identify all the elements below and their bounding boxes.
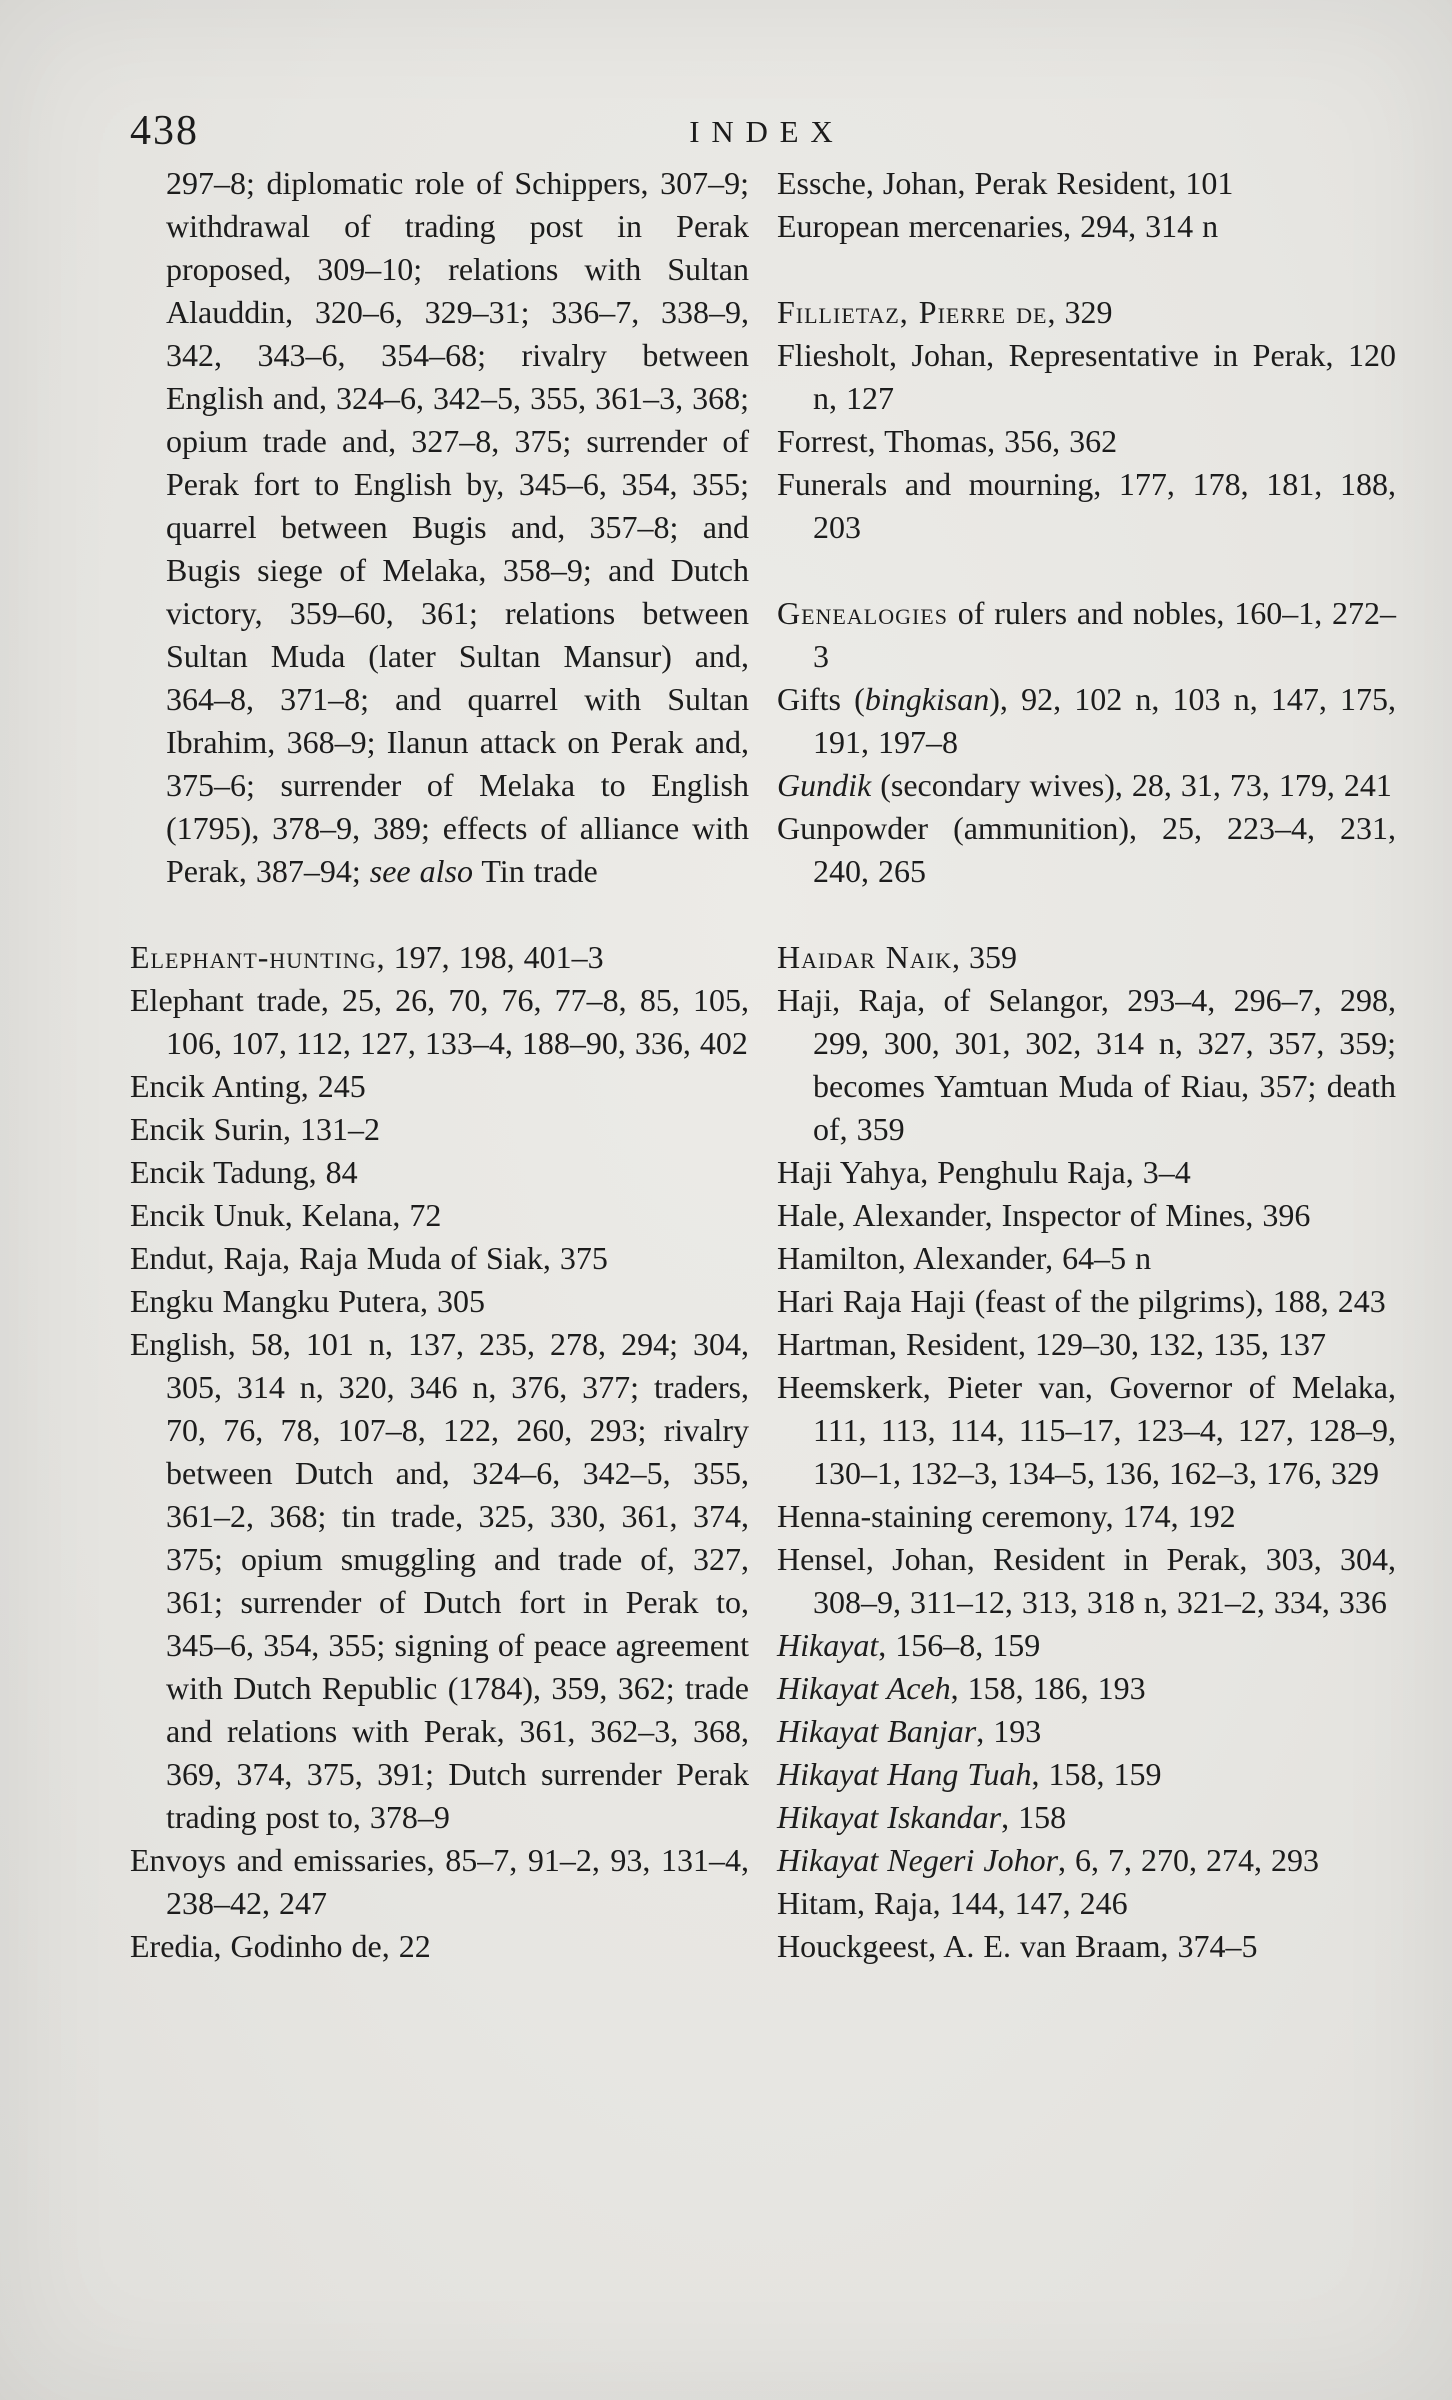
index-entry bbox=[777, 334, 1396, 420]
entry-text: Hari Raja Haji (feast of the pilgrims), 188, 243 bbox=[777, 1283, 1386, 1319]
entry-text: Hale, Alexander, Inspector of Mines, 396 bbox=[777, 1197, 1311, 1233]
entry-text: Houckgeest, A. E. van Braam, 374–5 bbox=[777, 1928, 1258, 1964]
entry-text: , 158, 186, 193 bbox=[950, 1670, 1146, 1706]
entry-text: see also bbox=[369, 853, 473, 889]
entry-text: ), 92, 102 n, 103 n, 147, 175, 191, 197–8 bbox=[813, 681, 1396, 760]
index-entry bbox=[130, 936, 749, 979]
index-entry bbox=[777, 1280, 1396, 1323]
index-entry bbox=[130, 162, 749, 893]
entry-text: Hitam, Raja, 144, 147, 246 bbox=[777, 1885, 1128, 1921]
index-columns bbox=[130, 162, 1396, 1968]
entry-text: Forrest, Thomas, 356, 362 bbox=[777, 423, 1118, 459]
running-head-title: INDEX bbox=[689, 114, 845, 149]
entry-text: 297–8; diplomatic role of Schippers, 307–9; withdrawal of trading post in Perak proposed, 309–10; relations with Sultan Alauddin, 320–6, 329–31; 336–7, 338–9, 342, 343–6, 354–68; rivalry between English and, 324–6, 342–5, 355, 361–3, 368; opium trade and, 327–8, 375; surrender of Perak fort to English by, 345–6, 354, 355; quarrel between Bugis and, 357–8; and Bugis siege of Melaka, 358–9; and Dutch victory, 359–60, 361; relations between Sultan Muda (later Sultan Mansur) and, 364–8, 371–8; and quarrel with Sultan Ibrahim, 368–9; Ilanun attack on Perak and, 375–6; surrender of Melaka to English (1795), 378–9, 389; effects of alliance with Perak, 387–94; bbox=[166, 165, 749, 889]
index-entry bbox=[777, 1151, 1396, 1194]
index-entry bbox=[777, 1495, 1396, 1538]
index-entry bbox=[777, 936, 1396, 979]
entry-text: , 193 bbox=[976, 1713, 1042, 1749]
entry-text: Hikayat Iskandar bbox=[777, 1799, 1002, 1835]
entry-text: , 156–8, 159 bbox=[878, 1627, 1041, 1663]
index-entry bbox=[130, 1065, 749, 1108]
entry-text: European mercenaries, 294, 314 n bbox=[777, 208, 1219, 244]
entry-text: Endut, Raja, Raja Muda of Siak, 375 bbox=[130, 1240, 608, 1276]
entry-headword: Elephant-hunting bbox=[130, 939, 377, 975]
index-entry bbox=[777, 1366, 1396, 1495]
index-entry bbox=[130, 1151, 749, 1194]
index-entry bbox=[130, 1925, 749, 1968]
entry-text: Elephant trade, 25, 26, 70, 76, 77–8, 85, 105, 106, 107, 112, 127, 133–4, 188–90, 336, 402 bbox=[130, 982, 749, 1061]
entry-text: Heemskerk, Pieter van, Governor of Melaka, 111, 113, 114, 115–17, 123–4, 127, 128–9, 130–1, 132–3, 134–5, 136, 162–3, 176, 329 bbox=[777, 1369, 1396, 1491]
index-entry bbox=[130, 979, 749, 1065]
entry-text: Gundik bbox=[777, 767, 872, 803]
index-entry bbox=[777, 1624, 1396, 1667]
entry-text: of rulers and nobles, 160–1, 272–3 bbox=[813, 595, 1396, 674]
entry-text: Hikayat Hang Tuah bbox=[777, 1756, 1032, 1792]
entry-text: Henna-staining ceremony, 174, 192 bbox=[777, 1498, 1236, 1534]
entry-text: Haji Yahya, Penghulu Raja, 3–4 bbox=[777, 1154, 1191, 1190]
index-entry bbox=[777, 764, 1396, 807]
index-entry bbox=[777, 678, 1396, 764]
entry-text: Encik Tadung, 84 bbox=[130, 1154, 358, 1190]
entry-text: Encik Surin, 131–2 bbox=[130, 1111, 380, 1147]
entry-text: , 329 bbox=[1047, 294, 1113, 330]
index-entry bbox=[777, 463, 1396, 549]
right-column bbox=[777, 162, 1396, 1968]
entry-text: Encik Anting, 245 bbox=[130, 1068, 366, 1104]
entry-text: Hikayat Aceh bbox=[777, 1670, 951, 1706]
entry-text: Haji, Raja, of Selangor, 293–4, 296–7, 298, 299, 300, 301, 302, 314 n, 327, 357, 359; becomes Yamtuan Muda of Riau, 357; death of, 359 bbox=[777, 982, 1396, 1147]
entry-headword: Haidar Naik bbox=[777, 939, 952, 975]
entry-text: Tin trade bbox=[472, 853, 598, 889]
entry-text: Hensel, Johan, Resident in Perak, 303, 304, 308–9, 311–12, 313, 318 n, 321–2, 334, 336 bbox=[777, 1541, 1396, 1620]
entry-text: Hartman, Resident, 129–30, 132, 135, 137 bbox=[777, 1326, 1326, 1362]
entry-text: Envoys and emissaries, 85–7, 91–2, 93, 131–4, 238–42, 247 bbox=[130, 1842, 749, 1921]
entry-text: (secondary wives), 28, 31, 73, 179, 241 bbox=[871, 767, 1392, 803]
index-entry bbox=[777, 1925, 1396, 1968]
index-entry bbox=[777, 1839, 1396, 1882]
entry-text: Hikayat Negeri Johor bbox=[777, 1842, 1059, 1878]
entry-text: Engku Mangku Putera, 305 bbox=[130, 1283, 485, 1319]
entry-text: , 359 bbox=[951, 939, 1017, 975]
index-entry bbox=[777, 592, 1396, 678]
index-entry bbox=[777, 1237, 1396, 1280]
index-entry bbox=[777, 1796, 1396, 1839]
index-entry bbox=[777, 205, 1396, 248]
entry-text: Funerals and mourning, 177, 178, 181, 188, 203 bbox=[777, 466, 1396, 545]
entry-text: , 6, 7, 270, 274, 293 bbox=[1058, 1842, 1320, 1878]
entry-headword: Genealogies bbox=[777, 595, 948, 631]
entry-text: Hamilton, Alexander, 64–5 n bbox=[777, 1240, 1152, 1276]
entry-headword: Fillietaz, Pierre de bbox=[777, 294, 1048, 330]
index-entry bbox=[130, 1108, 749, 1151]
index-entry bbox=[130, 1280, 749, 1323]
index-entry bbox=[130, 1194, 749, 1237]
index-entry bbox=[777, 979, 1396, 1151]
entry-text: Hikayat bbox=[777, 1627, 879, 1663]
index-entry bbox=[777, 1753, 1396, 1796]
page-number: 438 bbox=[130, 108, 199, 154]
index-entry bbox=[777, 291, 1396, 334]
entry-text: Hikayat Banjar bbox=[777, 1713, 977, 1749]
entry-text: , 158, 159 bbox=[1031, 1756, 1162, 1792]
index-entry bbox=[777, 1882, 1396, 1925]
index-entry bbox=[777, 1710, 1396, 1753]
index-entry bbox=[777, 807, 1396, 893]
index-entry bbox=[777, 1538, 1396, 1624]
entry-text: Gunpowder (ammunition), 25, 223–4, 231, 240, 265 bbox=[777, 810, 1396, 889]
index-entry bbox=[777, 1194, 1396, 1237]
entry-text: Fliesholt, Johan, Representative in Perak, 120 n, 127 bbox=[777, 337, 1396, 416]
entry-text: Eredia, Godinho de, 22 bbox=[130, 1928, 431, 1964]
left-column bbox=[130, 162, 749, 1968]
entry-text: bingkisan bbox=[864, 681, 990, 717]
index-entry bbox=[777, 1323, 1396, 1366]
index-entry bbox=[777, 162, 1396, 205]
index-entry bbox=[777, 1667, 1396, 1710]
entry-text: Encik Unuk, Kelana, 72 bbox=[130, 1197, 442, 1233]
index-entry bbox=[130, 1323, 749, 1839]
entry-text: Gifts ( bbox=[777, 681, 865, 717]
page-header bbox=[130, 106, 1392, 162]
entry-text: , 158 bbox=[1001, 1799, 1067, 1835]
index-entry bbox=[130, 1839, 749, 1925]
entry-text: Essche, Johan, Perak Resident, 101 bbox=[777, 165, 1234, 201]
index-entry bbox=[130, 1237, 749, 1280]
entry-text: , 197, 198, 401–3 bbox=[376, 939, 604, 975]
entry-text: English, 58, 101 n, 137, 235, 278, 294; 304, 305, 314 n, 320, 346 n, 376, 377; traders, 70, 76, 78, 107–8, 122, 260, 293; rivalry between Dutch and, 324–6, 342–5, 355, 361–2, 368; tin trade, 325, 330, 361, 374, 375; opium smuggling and trade of, 327, 361; surrender of Dutch fort in Perak to, 345–6, 354, 355; signing of peace agreement with Dutch Republic (1784), 359, 362; trade and relations with Perak, 361, 362–3, 368, 369, 374, 375, 391; Dutch surrender Perak trading post to, 378–9 bbox=[130, 1326, 749, 1835]
index-entry bbox=[777, 420, 1396, 463]
